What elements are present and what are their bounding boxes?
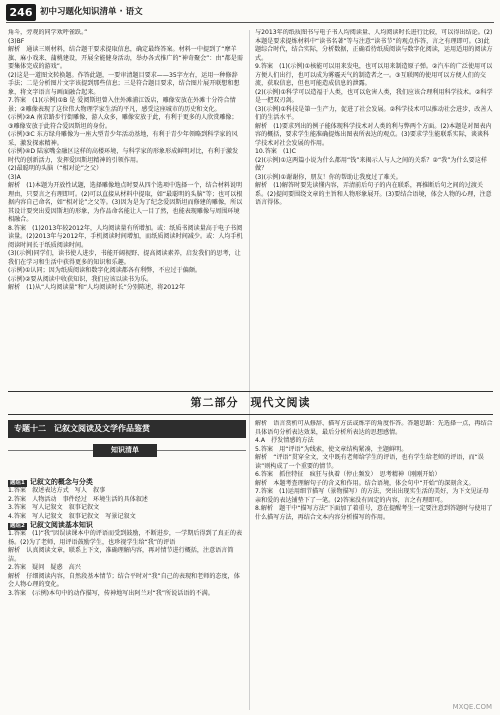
header-divider xyxy=(6,22,494,23)
knowledge-label: 知识清单 xyxy=(93,444,157,457)
answer-paragraph: (3)BF xyxy=(8,37,25,45)
watermark: MXQE.COM xyxy=(452,703,492,711)
section-heading xyxy=(8,521,243,530)
group-tag: 题组1 xyxy=(10,480,25,486)
part-title: 第二部分 现代文阅读 xyxy=(8,391,493,415)
right-column xyxy=(255,29,493,385)
section-heading-text: 记叙文阅读基本知识 xyxy=(29,521,93,529)
answer-paragraph: (2)最聪明的头脑（“相对论”之父） xyxy=(8,165,103,172)
group-tag: 题组2 xyxy=(10,523,25,529)
answer-paragraph: 2.答案 疑问 疑惑 高兴 xyxy=(8,564,81,571)
page-number: 246 xyxy=(6,4,36,21)
answer-paragraph: 7.答案 (1)(示例)①B 是 爱阅斯坦曾入住外滩浦江饭店，雕像安放在外滩十分符合情景；②雕像表现了这位伟大物理学家生活的平凡，感受这座城市的历史和文化。 xyxy=(8,97,236,113)
answer-paragraph: (3)(示例)同学们，读书使人进步，书能开阔视野、提高阅读素养，启发我们的思考，让我们在学习和生活中获得更多的知识和乐趣。 xyxy=(8,250,241,266)
answer-paragraph: 8.答案 (1)2013年较2012年，人均阅读量有所增加。或：纸质书阅读量高于电子书阅读量。(2)2013年与2012年，手机阅读时间增加，而纸质阅读时间减少。或：人均手机阅读时间长于纸质阅读时间。 xyxy=(8,224,243,249)
topic-title-bar xyxy=(8,420,246,438)
answer-paragraph: 3.答案 写人记叙文 叙事记叙文 xyxy=(8,504,100,511)
answer-paragraph: 解析 本题考查理解句子的含义和作用。结合语境，体会句中“开始”的深刻含义。 xyxy=(255,479,475,487)
answer-paragraph: 2.答案 人物活动 事件经过 环境生活的具体叙述 xyxy=(8,495,148,503)
page-header xyxy=(0,0,500,26)
answer-paragraph: (2)(示例)①科学可以造福于人类，也可以危害人类，我们应该合理利用科学技术。②科学是一把双刃剑。 xyxy=(255,88,493,104)
answer-paragraph: (3)A xyxy=(8,173,21,181)
right-bottom-column xyxy=(255,420,493,711)
section-heading xyxy=(8,478,243,487)
answer-paragraph: (3)(示例)①科技是第一生产力，促进了社会发展。②科学技术可以推动社会进步，改善人们的生活水平。 xyxy=(255,105,493,121)
answer-paragraph: 解析 语言赏析可从修辞、描写方法或炼字的角度作答。答题思路：先选择一点，再结合具体语句分析表达效果，最后分析所表达的思想感情。 xyxy=(255,420,493,436)
answer-paragraph: 4.答案 写人记叙文 叙事记叙文 写景记叙文 xyxy=(8,512,136,520)
left-column xyxy=(8,29,243,385)
answer-paragraph: 4.A 抒发情感的方法 xyxy=(255,437,314,444)
section-heading-text: 记叙文的概念与分类 xyxy=(29,478,93,486)
left-bottom-column xyxy=(8,478,243,711)
answer-paragraph: 与2013年的纸质图书与电子书人均阅读量、人均阅读时长进行比较，可以得出结论。(2)本题是要求提炼材料中“读书名著”等与注意“读书节”的观点作答，言之有理即可。(3)此题综合时代，结合实际，分析数据，正确看待纸质阅读与数字化阅读，运用适用的阅读方式。 xyxy=(255,29,493,62)
answer-paragraph: (示例)①认同；因为纸质阅读和数字化阅读都各有利弊，不应过于偏颇。 xyxy=(8,267,202,274)
answer-paragraph: 解析 通读三则材料，结合题干要求提取信息，确定最终答案。材料一中提到了“摩羊旗、麻小戏来、蒲桃建设，开展全能健身活动，举办各式推广的“神奇聚会”：由“都是需要集体完成的游戏”。 xyxy=(8,46,243,70)
answer-paragraph: 角斗，旁观的同学欢呼雀跃。” xyxy=(8,29,88,36)
answer-paragraph: 解析 (1)解答时要先读懂内容，弄清前后句子的内在联系，再推断后句之间的过渡关系。(2)提问要围绕文章的主旨和人物形象展开。(3)要结合语境，体会人物的心理，注意语言得体。 xyxy=(255,182,492,206)
answer-paragraph: (示例)③C 东方绿舟雕像为一座大型青少年活动基地，有利于青少年领略到科学家的风采，激发探索精神。 xyxy=(8,131,238,147)
answer-paragraph: 解析 “评语”贯穿全文，文中既有老师给学生的评语，也有学生给老师的评语，而“误读”则构成了一个重要的情节。 xyxy=(255,454,484,470)
answer-paragraph: (2)这是一道图文转换题。作答此题，一要审清题目要求——35字左右，运用一种修辞手法；二是分析图片文字该提到那些信息；三是符合题目要求，结合图片展开联想和想象，将文字语言与画面融合起来。 xyxy=(8,71,240,96)
topic-title: 专题十二 记叙文阅读及文学作品鉴赏 xyxy=(14,424,150,433)
knowledge-banner xyxy=(8,444,246,458)
header-title: 初中习题化知识清单 · 语文 xyxy=(40,7,143,17)
answer-paragraph: 5.答案 用“评语”为线索，使文章结构紧凑，主题鲜明。 xyxy=(255,445,408,453)
answer-paragraph: 7.答案 (1)运用细节描写（景物描写）的方法，突出出现实生活的美好，为下文见证母亲和爱的表达铺垫下了一笔。(2)答案没有固定的内容，言之有理即可。 xyxy=(255,488,489,504)
answer-paragraph: (2)(示例)①这两篇小说为什么都用“钱”来揭示人与人之间的关系？②“我”为什么要这样做？ xyxy=(255,156,487,172)
answer-paragraph: 解析 (1)本题为开放性试题，选择雕像地点时要从四个选项中选择一个，结合材料说明理由，只要言之有理即可。(2)可以直接从材料中提取，如“最聪明的头脑”等；也可以根据内容自己命名，如“相对论”之父等。(3)因为是为了纪念爱因斯坦而修建的雕像，所以其设计要突出爱因斯坦的形象，为作品命名能让人一目了然，也能表现雕像与周围环境相融合。 xyxy=(8,182,243,223)
answer-paragraph: (示例)④D 陆家嘴金融区这样的高楼环境，与科学家的形象形成鲜明对比，有利于激发时代的创新活力，发挥爱因斯坦精神的引领作用。 xyxy=(8,148,239,164)
answer-paragraph: (3)(示例)①谢谢你，朋友！你的帮助让我度过了难关。 xyxy=(255,173,402,181)
answer-paragraph: 8.解析 题干中“描写方法”下面加了着重号，意在提醒考生一定要注意到答题时与使用了什么描写方法，再结合文本内容分析描写的作用。 xyxy=(255,505,493,521)
answer-paragraph: 6.答案 抓住特征 疯狂与执着（停止频发） 思考精神（刚刚开始） xyxy=(255,471,441,478)
answer-paragraph: 10.答案 (1)C xyxy=(255,148,296,155)
answer-paragraph: 解析 仔细阅读内容，自然段基本情节；结合平时对“我”自己的表现和老师的态度，体会人物心理的变化。 xyxy=(8,572,240,588)
answer-paragraph: 解析 (1)要求列出的例子能体现科学技术对人类的利与弊两个方面。(2)本题是对图表内容的概括，要求学生能准确提炼出图表所表达的观点。(3)要求学生能联系实际，谈谈科学技术对社会发展的作用。 xyxy=(255,122,492,147)
answer-paragraph: 1.答案 (1)“我”因误读课本中的评语而受到鼓励，不断进步，一学期后得到了真正的表扬。(2)为了老师，用评语鼓励学生，也珍视学生给“我”的评语 xyxy=(8,530,243,546)
answer-paragraph: 解析 (1)从“人均阅读量”和“人均阅读时长”分别陈述，将2012年 xyxy=(8,284,185,291)
answer-paragraph: 3.答案 (示例)本句中的动作描写，传神地写出阿兰对“我”所说话语的不满。 xyxy=(8,589,214,597)
answer-paragraph: 1.答案 叙述表达方式 写人 叙事 xyxy=(8,487,106,494)
answer-paragraph: 9.答案 (1)(示例)①核能可以用来发电，也可以用来制造原子弹。②汽车的广泛使用可以方便人们出行，也可以成为雾霾天气的制造者之一。③互联网的使用可以方便人们的交流，获取信息，但也可能造成信息的泄露。 xyxy=(255,63,493,87)
answer-paragraph: 解析 认真阅读文章，联系上下文，准确理解内容，再对情节进行概括，注意语言简洁。 xyxy=(8,547,234,563)
answer-paragraph: (示例)②A 南京路步行街雕像，游人众多，雕像安放于此，有利于更多的人欣赏雕像；③雕像安放于此符合爱因斯坦的身份。 xyxy=(8,114,238,130)
answer-paragraph: (示例)②要从阅读中收获知识，我们应该以读书为乐。 xyxy=(8,275,153,283)
column-divider xyxy=(249,30,250,710)
